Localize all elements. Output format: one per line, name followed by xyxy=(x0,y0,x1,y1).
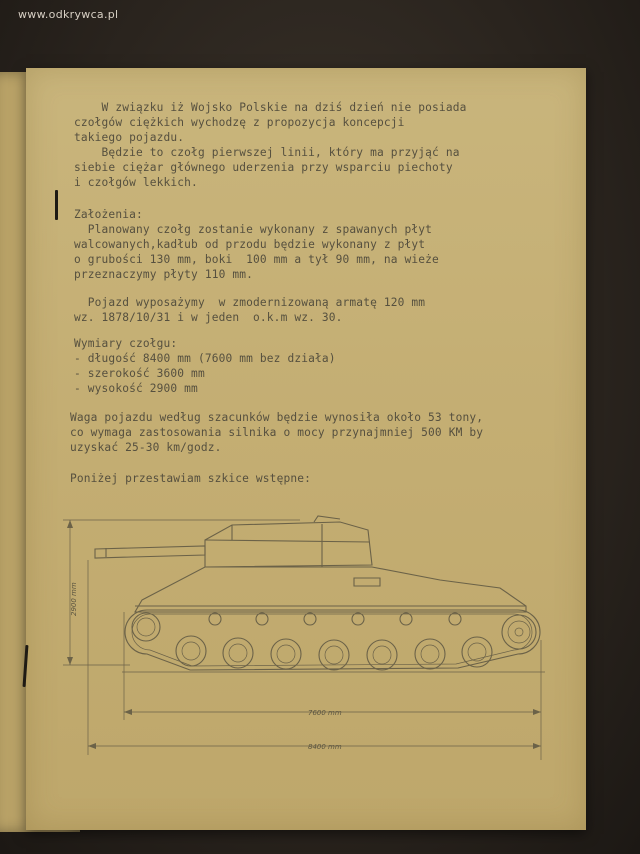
text-line: - szerokość 3600 mm xyxy=(74,367,205,380)
text-line: Wymiary czołgu: xyxy=(74,337,178,350)
text-line: Pojazd wyposażymy w zmodernizowaną armatę 120 mm xyxy=(74,296,426,309)
text-line: Planowany czołg zostanie wykonany z spawanych płyt xyxy=(74,223,433,236)
text-line: - wysokość 2900 mm xyxy=(74,382,198,395)
hull-length-label: 7600 mm xyxy=(308,709,342,717)
tank-drawing xyxy=(95,516,545,672)
text-line: takiego pojazdu. xyxy=(74,131,185,144)
text-line: uzyskać 25-30 km/godz. xyxy=(70,441,222,454)
text-line: o grubości 130 mm, boki 100 mm a tył 90 mm, na wieże xyxy=(74,253,439,266)
text-line: i czołgów lekkich. xyxy=(74,176,198,189)
text-line: Założenia: xyxy=(74,208,143,221)
text-line: Będzie to czołg pierwszej linii, który ma przyjąć na xyxy=(74,146,460,159)
text-line: przeznaczymy płyty 110 mm. xyxy=(74,268,254,281)
height-dimension xyxy=(63,520,300,665)
hull-length-dimension xyxy=(124,612,541,760)
text-line: W związku iż Wojsko Polskie na dziś dzień nie posiada xyxy=(74,101,467,114)
text-line: co wymaga zastosowania silnika o mocy przynajmniej 500 KM by xyxy=(70,426,484,439)
text-line: siebie ciężar głównego uderzenia przy wsparciu piechoty xyxy=(74,161,453,174)
watermark: www.odkrywca.pl xyxy=(18,8,119,21)
text-line: walcowanych,kadłub od przodu będzie wykonany z płyt xyxy=(74,238,426,251)
text-line: Waga pojazdu według szacunków będzie wynosiła około 53 tony, xyxy=(70,411,484,424)
total-length-label: 8400 mm xyxy=(308,743,342,751)
text-line: - długość 8400 mm (7600 mm bez działa) xyxy=(74,352,336,365)
text-line: wz. 1878/10/31 i w jeden o.k.m wz. 30. xyxy=(74,311,343,324)
text-line: Poniżej przestawiam szkice wstępne: xyxy=(70,472,311,485)
height-label: 2900 mm xyxy=(70,582,78,616)
text-line: czołgów ciężkich wychodzę z propozycja koncepcji xyxy=(74,116,405,129)
